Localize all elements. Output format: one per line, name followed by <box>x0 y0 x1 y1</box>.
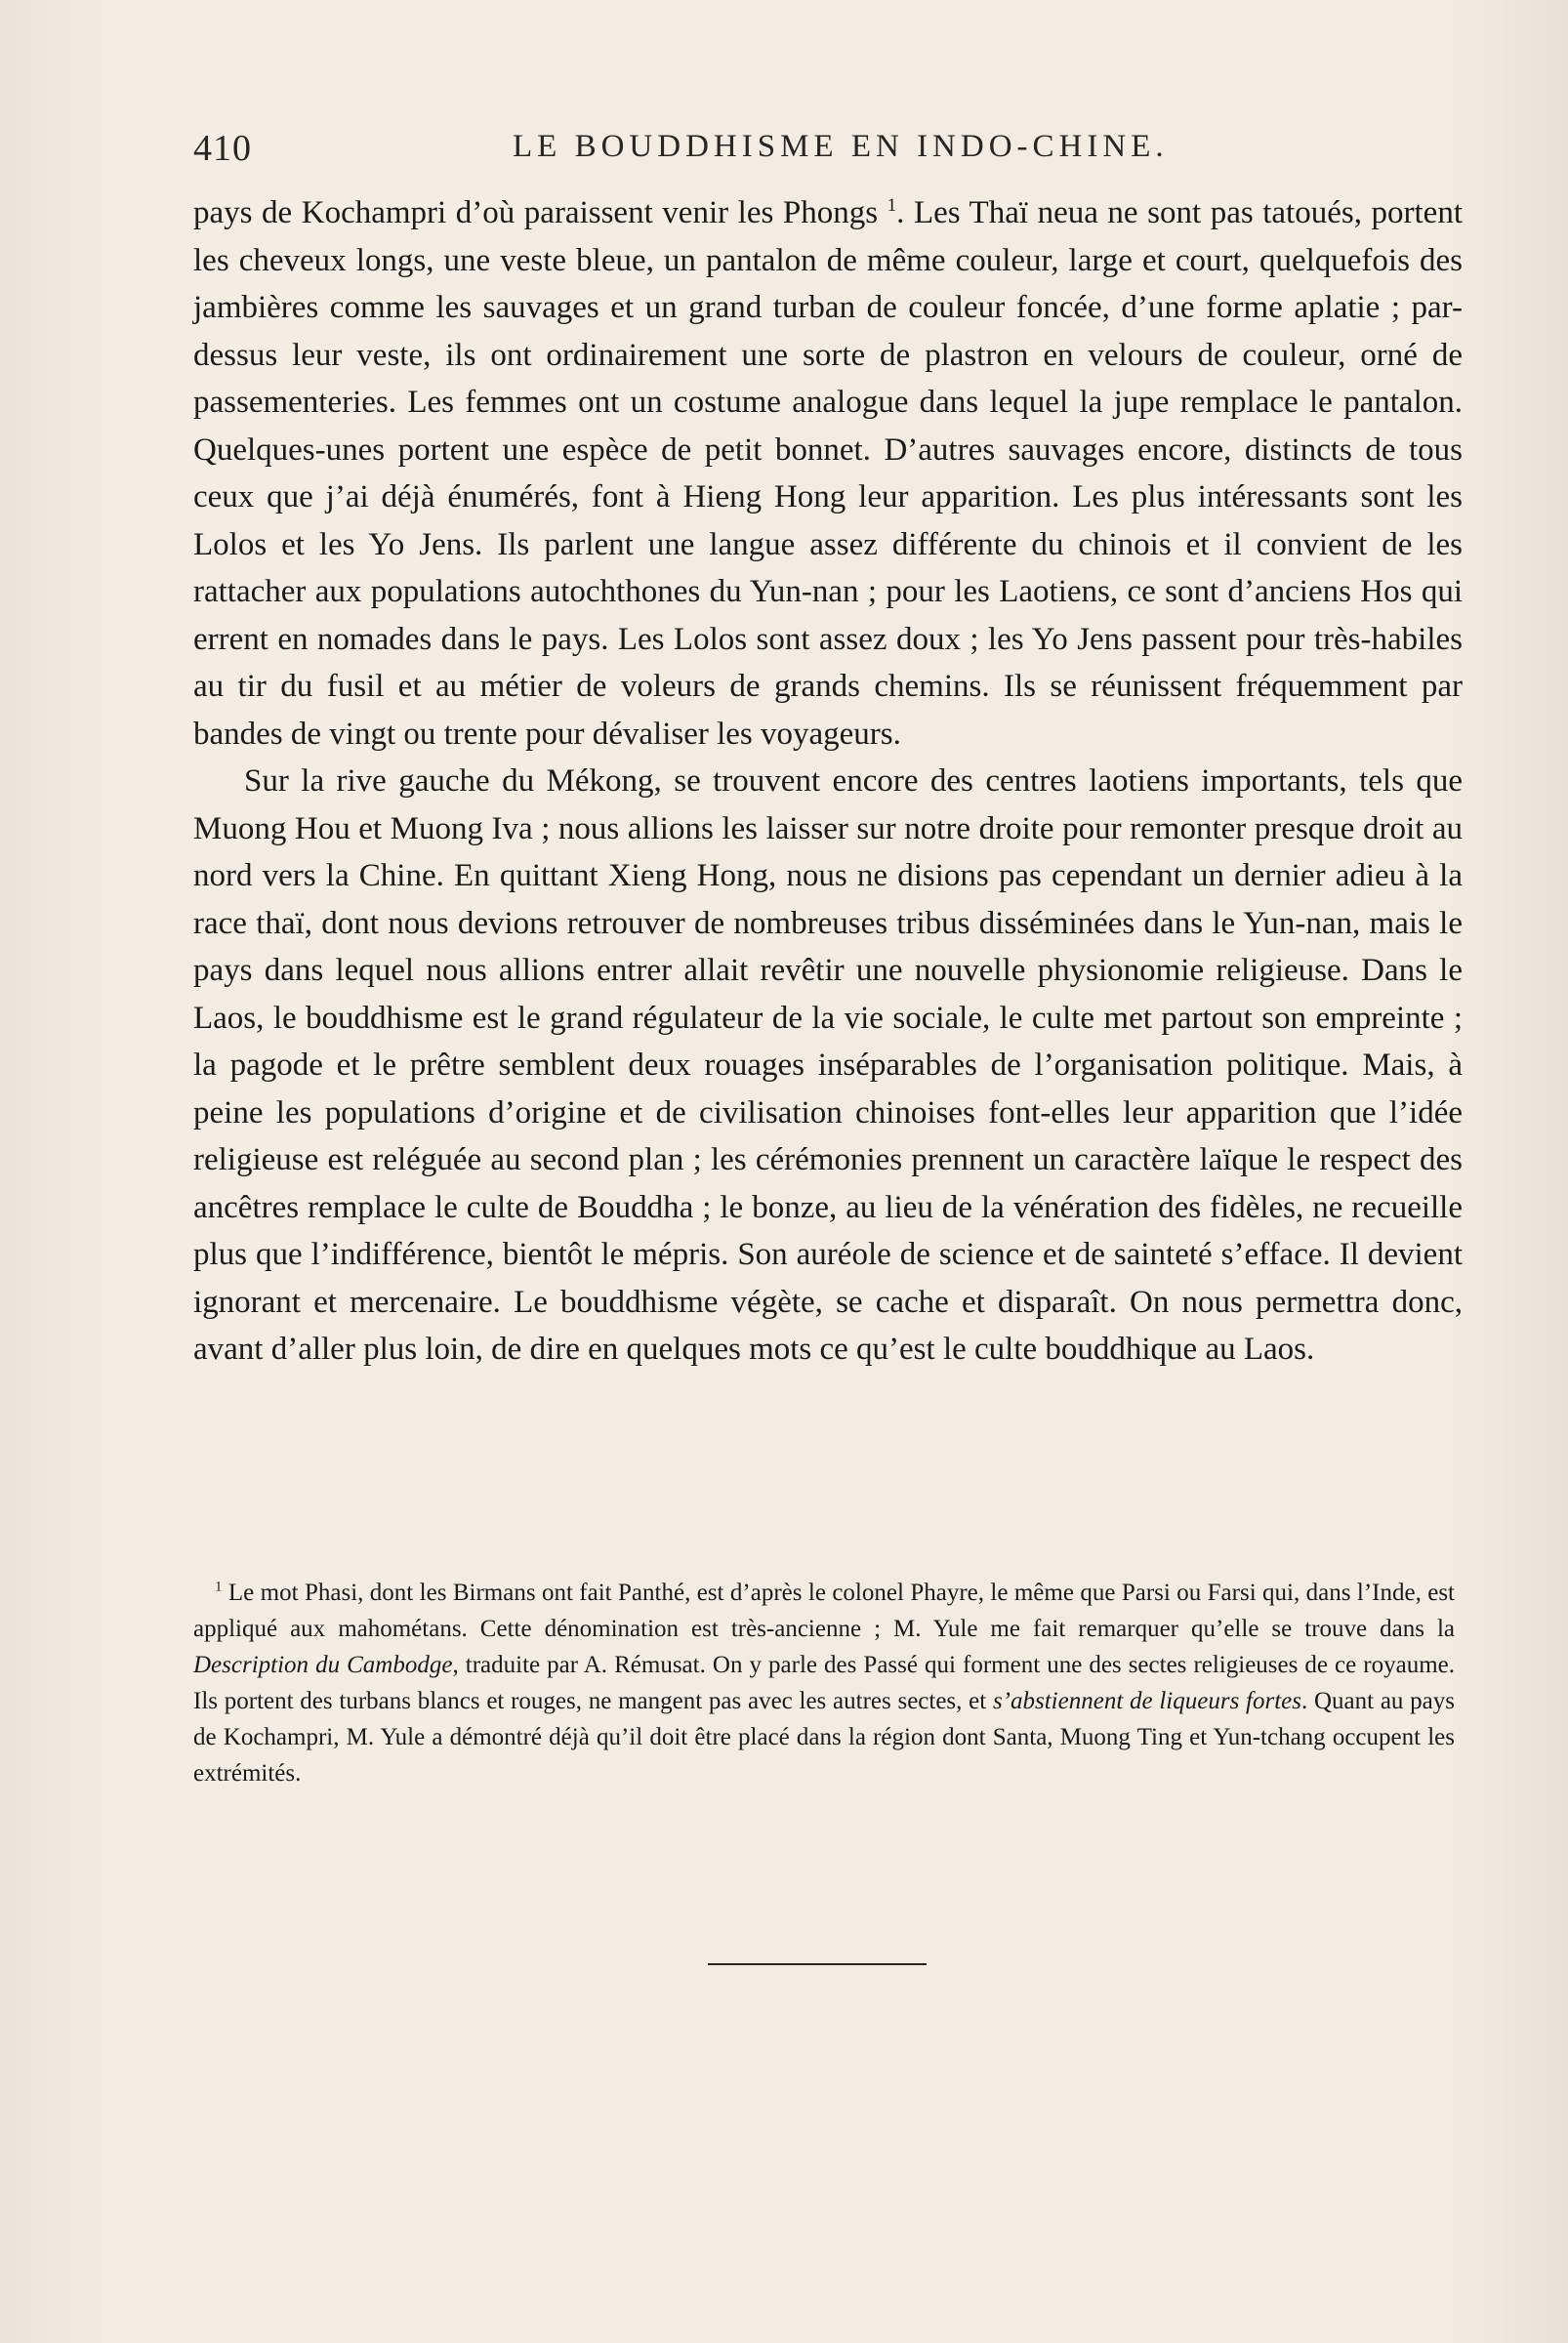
footnote-italic-phrase: s’abstiennent de liqueurs fortes <box>992 1688 1301 1714</box>
running-title: LE BOUDDHISME EN INDO-CHINE. <box>513 129 1169 164</box>
paragraph-1-text-start: pays de Kochampri d’où paraissent venir les Phongs <box>193 195 879 230</box>
running-head <box>193 127 1463 176</box>
end-rule <box>708 1963 927 1965</box>
page-number: 410 <box>193 128 252 169</box>
footnote-text-3: . Quant au pays de Kochampri, M. Yule a démontré déjà qu’il doit être placé dans la région dont Santa, Muong Ting et Yun-tchang occupent les extrémités. <box>193 1688 1455 1787</box>
footnote <box>193 1575 1455 1791</box>
paragraph-2: Sur la rive gauche du Mékong, se trouvent encore des centres laotiens importants, tels que Muong Hou et Muong Iva ; nous allions les laisser sur notre droite pour remonter presque droit au nord vers la Chine. En quittant Xieng Hong, nous ne disions pas cependant un dernier adieu à la race thaï, dont nous devions retrouver de nombreuses tribus disséminées dans le Yun-nan, mais le pays dans lequel nous allions entrer allait revêtir une nouvelle physionomie religieuse. Dans le Laos, le bouddhisme est le grand régulateur de la vie sociale, le culte met partout son empreinte ; la pagode et le prêtre semblent deux rouages inséparables de l’organisation politique. Mais, à peine les populations d’origine et de civilisation chinoises font-elles leur apparition que l’idée religieuse est reléguée au second plan ; les cérémonies prennent un caractère laïque le respect des ancêtres remplace le culte de Bouddha ; le bonze, au lieu de la vénération des fidèles, ne recueille plus que l’indifférence, bientôt le mépris. Son auréole de science et de sainteté s’efface. Il devient ignorant et mercenaire. Le bouddhisme végète, se cache et disparaît. On nous permettra donc, avant d’aller plus loin, de dire en quelques mots ce qu’est le culte bouddhique au Laos. <box>193 763 1463 1367</box>
paragraph-1 <box>193 189 1463 758</box>
footnote-marker: 1 <box>215 1579 223 1595</box>
footnote-text-2: , traduite par A. Rémusat. On y parle des Passé qui forment une des sectes religieuses de ce royaume. Ils portent des turbans blancs et rouges, ne mangent pas avec les autres sectes, et <box>193 1652 1455 1714</box>
footnote-text-1: Le mot Phasi, dont les Birmans ont fait Panthé, est d’après le colonel Phayre, le même que Parsi ou Farsi qui, dans l’Inde, est appliqué aux mahométans. Cette dénomination est très-ancienne ; M. Yule me fait remarquer qu’elle se trouve dans la <box>193 1580 1455 1642</box>
footnote-italic-title: Description du Cambodge <box>193 1652 453 1678</box>
paragraph-1-text-rest: . Les Thaï neua ne sont pas tatoués, portent les cheveux longs, une veste bleue, un pantalon de même couleur, large et court, quelquefois des jambières comme les sauvages et un grand turban de couleur foncée, d’une forme aplatie ; par-dessus leur veste, ils ont ordinairement une sorte de plastron en velours de couleur, orné de passementeries. Les femmes ont un costume analogue dans lequel la jupe remplace le pantalon. Quelques-unes portent une espèce de petit bonnet. D’autres sauvages encore, distincts de tous ceux que j’ai déjà énumérés, font à Hieng Hong leur apparition. Les plus intéressants sont les Lolos et les Yo Jens. Ils parlent une langue assez différente du chinois et il convient de les rattacher aux populations autochthones du Yun-nan ; pour les Laotiens, ce sont d’anciens Hos qui errent en nomades dans le pays. Les Lolos sont assez doux ; les Yo Jens passent pour très-habiles au tir du fusil et au métier de voleurs de grands chemins. Ils se réunissent fréquemment par bandes de vingt ou trente pour dévaliser les voyageurs. <box>193 195 1463 752</box>
footnote-reference: 1 <box>887 195 897 216</box>
body-text <box>193 189 1463 1374</box>
